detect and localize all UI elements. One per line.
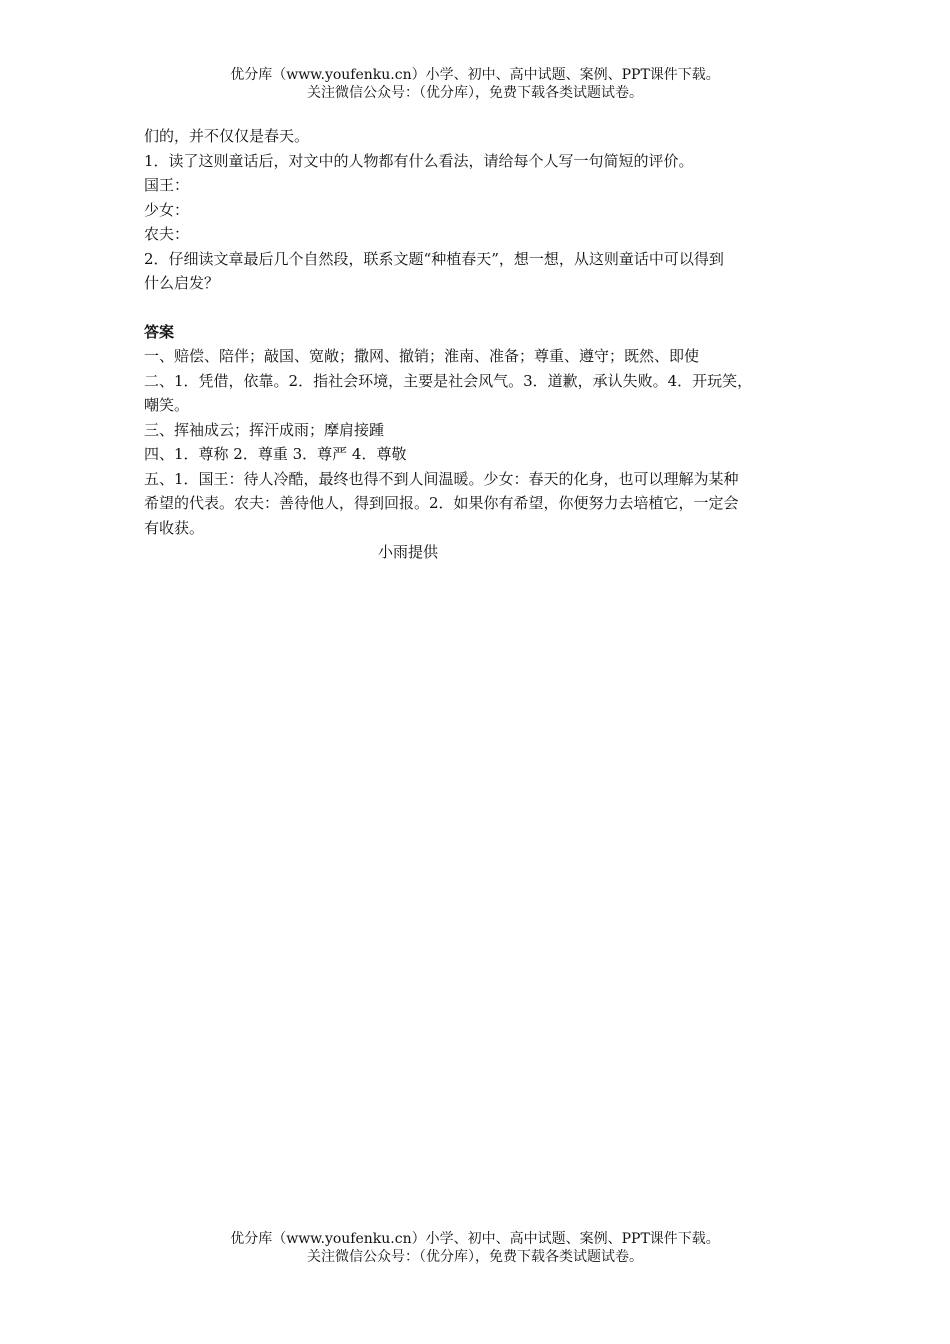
answer-section-5-line-2: 希望的代表。农夫：善待他人，得到回报。2．如果你有希望，你便努力去培植它，一定会 (144, 494, 739, 512)
answer-section-4: 四、1．尊称 2．尊重 3．尊严 4．尊敬 (144, 445, 407, 463)
answer-section-5-line-3: 有收获。 (144, 518, 205, 537)
answer-section-3: 三、挥袖成云；挥汗成雨；摩肩接踵 (144, 420, 385, 439)
answer-prompt-king: 国王： (144, 176, 190, 194)
header-line-1: 优分库（www.youfenku.cn）小学、初中、高中试题、案例、PPT课件下载。 (230, 67, 720, 83)
question-2-line-1: 2．仔细读文章最后几个自然段，联系文题“种植春天”，想一想，从这则童话中可以得到 (144, 249, 724, 268)
page-footer (0, 1230, 950, 1266)
header-line-2: 关注微信公众号：（优分库），免费下载各类试题试卷。 (307, 85, 643, 101)
answer-prompt-girl: 少女： (144, 200, 190, 219)
footer-line-2: 关注微信公众号：（优分库），免费下载各类试题试卷。 (307, 1249, 643, 1265)
footer-line-1: 优分库（www.youfenku.cn）小学、初中、高中试题、案例、PPT课件下载。 (230, 1231, 720, 1247)
credit-text: 小雨提供 (378, 543, 439, 561)
spacer (144, 296, 824, 320)
question-2-line-2: 什么启发？ (144, 274, 220, 292)
document-body (144, 124, 824, 565)
answer-section-2-line-2: 嘲笑。 (144, 396, 190, 414)
page-header (0, 66, 950, 102)
answer-section-1: 一、赔偿、陪伴；敲国、宽敞；撒网、撤销；淮南、准备；尊重、遵守；既然、即使 (144, 347, 700, 365)
continuation-text: 们的，并不仅仅是春天。 (144, 127, 310, 145)
answer-section-2-line-1: 二、1．凭借，依靠。2．指社会环境，主要是社会风气。3．道歉，承认失败。4．开玩笑， (144, 371, 753, 390)
answer-section-5-line-1: 五、1．国王：待人冷酷，最终也得不到人间温暖。少女：春天的化身，也可以理解为某种 (144, 469, 739, 488)
answer-prompt-farmer: 农夫： (144, 225, 190, 243)
question-1: 1．读了这则童话后，对文中的人物都有什么看法，请给每个人写一句简短的评价。 (144, 151, 694, 170)
answers-heading: 答案 (144, 322, 175, 341)
